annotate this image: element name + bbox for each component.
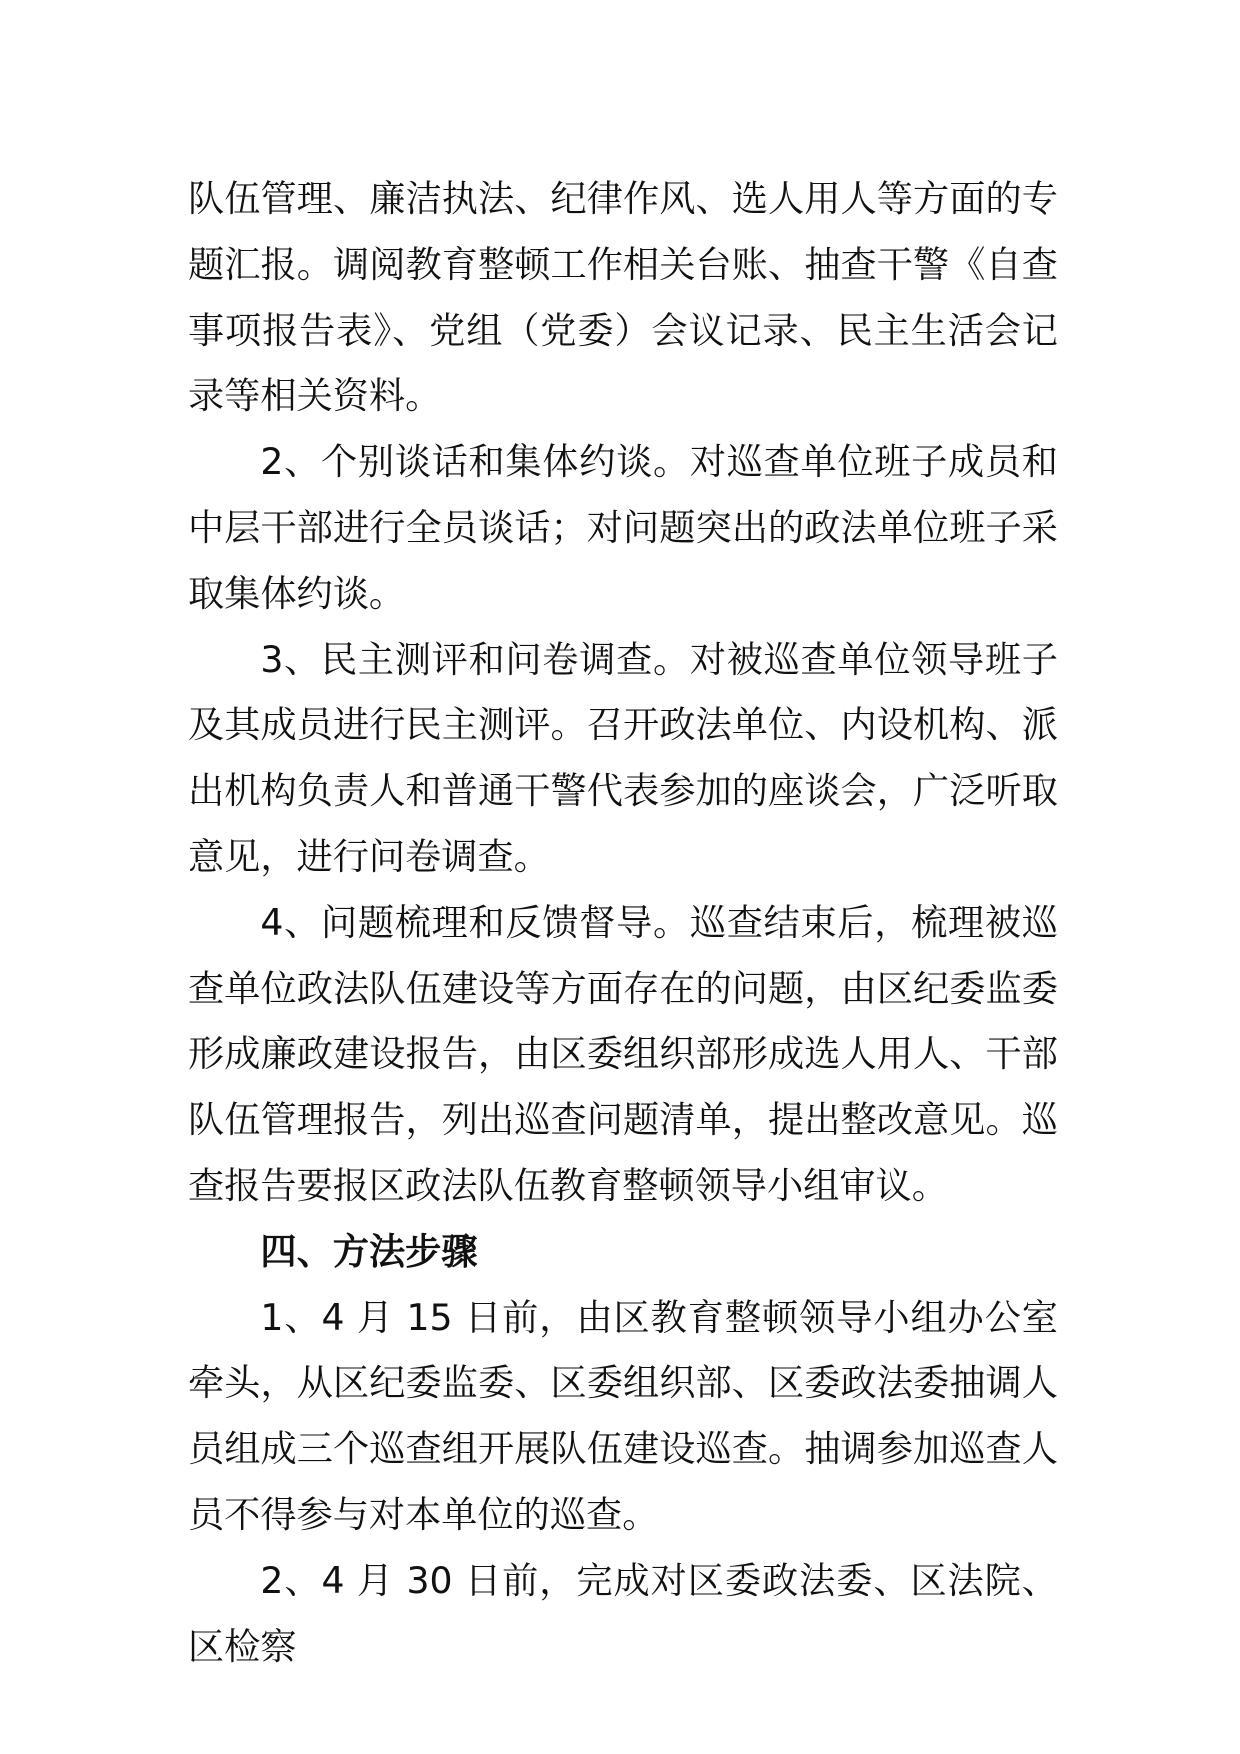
step-item-2: 2、4 月 30 日前，完成对区委政法委、区法院、区检察 xyxy=(188,1558,1058,1668)
paragraph-item-3: 3、民主测评和问卷调查。对被巡查单位领导班子及其成员进行民主测评。召开政法单位、内设机构、派出机构负责人和普通干警代表参加的座谈会，广泛听取意见，进行问卷调查。 xyxy=(188,637,1058,878)
paragraph-continued: 队伍管理、廉洁执法、纪律作风、选人用人等方面的专题汇报。调阅教育整顿工作相关台账、抽查干警《自查事项报告表》、党组（党委）会议记录、民主生活会记录等相关资料。 xyxy=(188,177,1058,418)
step-item-1: 1、4 月 15 日前，由区教育整顿领导小组办公室牵头，从区纪委监委、区委组织部、区委政法委抽调人员组成三个巡查组开展队伍建设巡查。抽调参加巡查人员不得参与对本单位的巡查。 xyxy=(188,1295,1058,1536)
document-body xyxy=(188,166,1058,1679)
section-heading: 四、方法步骤 xyxy=(260,1229,478,1273)
paragraph-item-4: 4、问题梳理和反馈督导。巡查结束后，梳理被巡查单位政法队伍建设等方面存在的问题，由区纪委监委形成廉政建设报告，由区委组织部形成选人用人、干部队伍管理报告，列出巡查问题清单，提出整改意见。巡查报告要报区政法队伍教育整顿领导小组审议。 xyxy=(188,900,1058,1207)
paragraph-item-2: 2、个别谈话和集体约谈。对巡查单位班子成员和中层干部进行全员谈话；对问题突出的政法单位班子采取集体约谈。 xyxy=(188,440,1058,615)
